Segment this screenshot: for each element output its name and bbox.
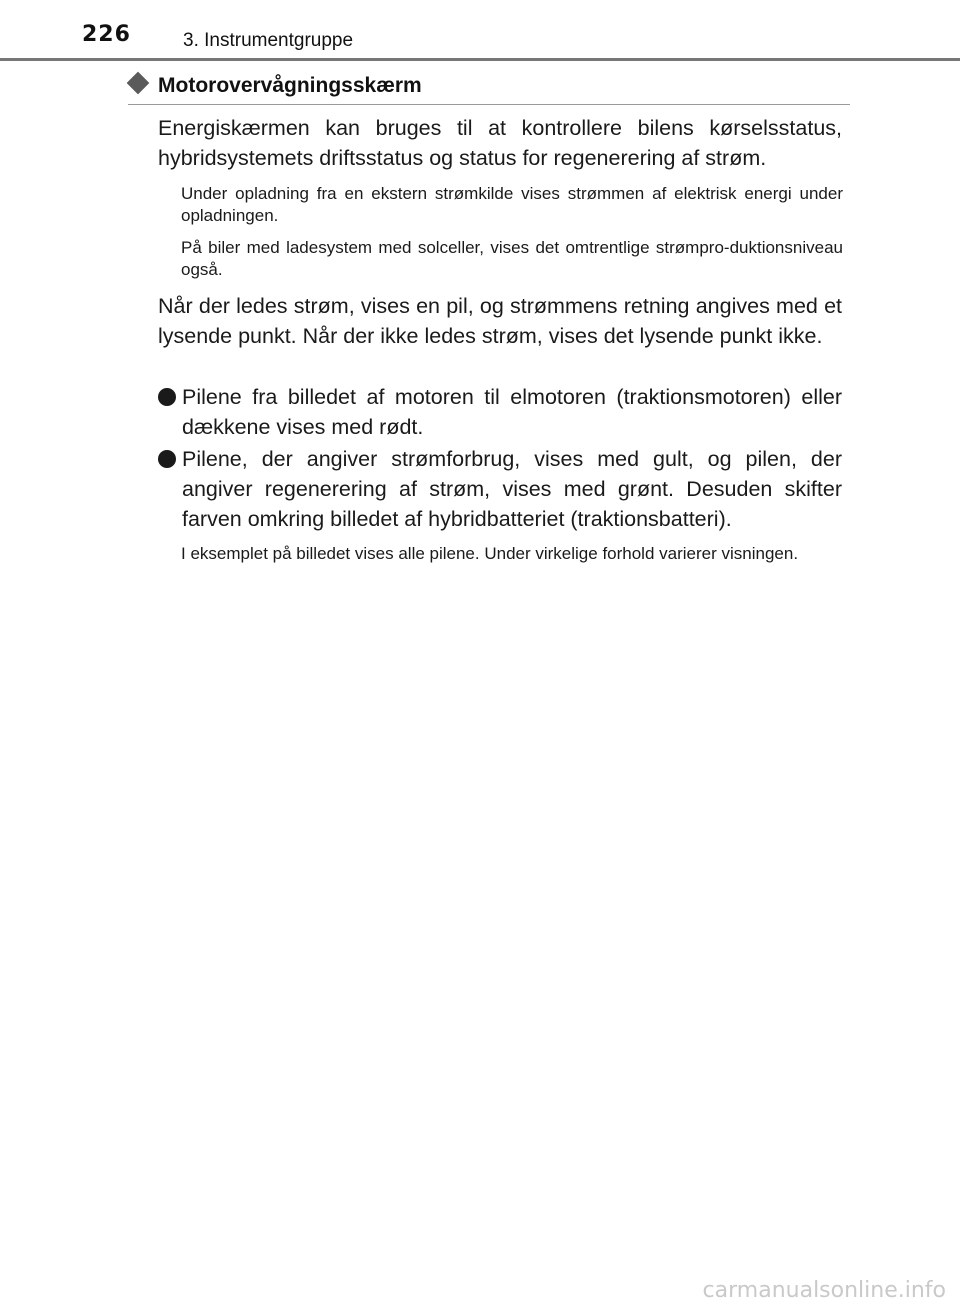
chapter-title: 3. Instrumentgruppe: [183, 30, 354, 51]
page-number: 226: [82, 22, 131, 47]
watermark-text: carmanualsonline.info: [702, 1278, 946, 1303]
note-solar-charging: På biler med ladesystem med solceller, vises det omtrentlige strømpro-duktionsniveau også.: [181, 238, 843, 279]
page-header: [0, 0, 960, 62]
note-example-image: I eksemplet på billedet vises alle pilene. Under virkelige forhold varierer visningen.: [181, 544, 799, 563]
section-heading: [128, 72, 850, 105]
header-divider: [0, 58, 960, 61]
diamond-bullet-icon: [127, 72, 150, 95]
bullet-text: Pilene fra billedet af motoren til elmotoren (traktionsmotoren) eller dækkene vises med rødt.: [182, 385, 842, 439]
section-title: Motorovervågningsskærm: [158, 74, 422, 97]
filled-circle-bullet-icon: [158, 450, 176, 468]
filled-circle-bullet-icon: [158, 388, 176, 406]
body-paragraph-arrows: Når der ledes strøm, vises en pil, og strømmens retning angives med et lysende punkt. Når der ikke ledes strøm, vises det lysende punkt ikke.: [158, 294, 842, 348]
bullet-text: Pilene, der angiver strømforbrug, vises med gult, og pilen, der angiver regenerering af strøm, vises med grønt. Desuden skifter farven omkring billedet af hybridbatteriet (traktionsbatteri).: [182, 447, 842, 531]
note-external-charging: Under opladning fra en ekstern strømkilde vises strømmen af elektrisk energi under opladningen.: [181, 184, 843, 225]
body-paragraph-intro: Energiskærmen kan bruges til at kontrollere bilens kørselsstatus, hybridsystemets driftsstatus og status for regenerering af strøm.: [158, 116, 842, 170]
